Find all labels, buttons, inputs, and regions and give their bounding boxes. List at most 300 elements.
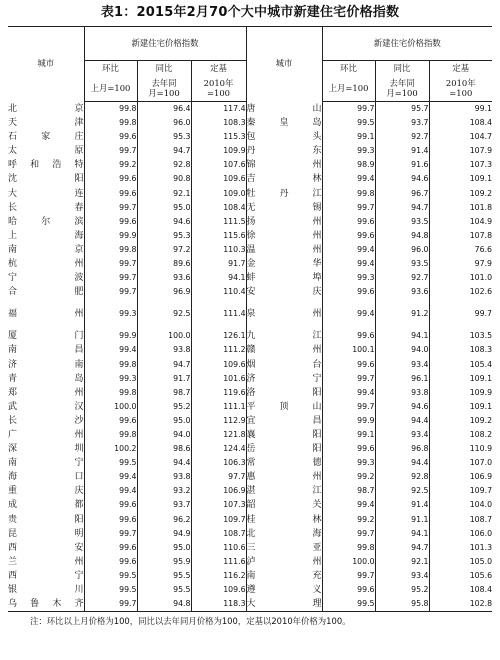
mom-right-cell: 98.9 xyxy=(322,158,375,172)
base-left-cell: 108.4 xyxy=(191,201,246,215)
table-row xyxy=(8,201,492,215)
mom-header-left: 环比 xyxy=(84,61,137,78)
table-row xyxy=(8,400,492,414)
city-left-cell: 海口 xyxy=(8,472,84,483)
table-row xyxy=(8,271,492,285)
city-left-cell: 重庆 xyxy=(8,486,84,497)
yoy-left-cell: 93.6 xyxy=(137,271,191,285)
yoy-right-cell: 94.8 xyxy=(375,229,429,243)
mom-left-cell: 99.6 xyxy=(84,187,137,201)
base-left-cell: 119.6 xyxy=(191,386,246,400)
base-left-cell: 109.9 xyxy=(191,144,246,158)
yoy-right-cell: 94.6 xyxy=(375,400,429,414)
mom-left-cell: 99.9 xyxy=(84,329,137,343)
city-left-cell: 成都 xyxy=(8,500,84,511)
yoy-left-cell: 92.8 xyxy=(137,158,191,172)
mom-right-cell: 100.0 xyxy=(322,555,375,569)
base-right-cell: 109.2 xyxy=(429,414,492,428)
yoy-right-cell: 91.6 xyxy=(375,158,429,172)
city-right-cell: 遵义 xyxy=(246,583,322,597)
city-left-cell: 西宁 xyxy=(8,570,84,581)
base-left-cell: 111.6 xyxy=(191,555,246,569)
base-left-cell: 110.3 xyxy=(191,243,246,257)
yoy-right-cell: 94.4 xyxy=(375,456,429,470)
base-left-cell: 116.2 xyxy=(191,569,246,583)
table-row xyxy=(8,569,492,583)
mom-left-cell: 99.8 xyxy=(84,243,137,257)
mom-left-cell: 99.6 xyxy=(84,555,137,569)
yoy-right-cell: 95.2 xyxy=(375,583,429,597)
yoy-left-cell: 90.8 xyxy=(137,172,191,186)
base-right-cell: 76.6 xyxy=(429,243,492,257)
mom-right-cell: 99.7 xyxy=(322,527,375,541)
mom-left-cell: 99.7 xyxy=(84,144,137,158)
base-left-cell: 107.3 xyxy=(191,498,246,512)
yoy-header-right: 同比 xyxy=(375,61,429,78)
base-right-cell: 109.1 xyxy=(429,172,492,186)
city-right-cell: 蚌埠 xyxy=(246,271,322,285)
yoy-left-cell: 100.0 xyxy=(137,329,191,343)
base-right-cell: 108.4 xyxy=(429,583,492,597)
mom-left-cell: 99.8 xyxy=(84,358,137,372)
yoy-right-cell: 96.1 xyxy=(375,372,429,386)
base-right-cell: 101.8 xyxy=(429,201,492,215)
base-subheader-left: 2010年 =100 xyxy=(191,77,246,102)
table-row xyxy=(8,144,492,158)
mom-right-cell: 99.2 xyxy=(322,470,375,484)
city-left-cell: 厦门 xyxy=(8,331,84,342)
base-header-left: 定基 xyxy=(191,61,246,78)
table-row xyxy=(8,541,492,555)
table-row xyxy=(8,428,492,442)
mom-right-cell: 100.1 xyxy=(322,343,375,357)
city-left-cell: 杭州 xyxy=(8,259,84,270)
yoy-header-left: 同比 xyxy=(137,61,191,78)
base-subheader-right: 2010年 =100 xyxy=(429,77,492,102)
base-right-cell: 104.9 xyxy=(429,215,492,229)
mom-right-cell: 99.1 xyxy=(322,428,375,442)
yoy-left-cell: 94.9 xyxy=(137,527,191,541)
base-right-cell: 109.7 xyxy=(429,484,492,498)
table-row xyxy=(8,158,492,172)
yoy-left-cell: 94.7 xyxy=(137,358,191,372)
base-right-cell: 99.1 xyxy=(429,102,492,117)
yoy-right-cell: 91.1 xyxy=(375,513,429,527)
mom-right-cell: 99.4 xyxy=(322,299,375,329)
table-row xyxy=(8,130,492,144)
yoy-left-cell: 93.8 xyxy=(137,343,191,357)
mom-right-cell: 99.6 xyxy=(322,358,375,372)
base-right-cell: 109.2 xyxy=(429,187,492,201)
yoy-left-cell: 95.9 xyxy=(137,555,191,569)
base-right-cell: 107.3 xyxy=(429,158,492,172)
mom-right-cell: 99.4 xyxy=(322,243,375,257)
base-right-cell: 105.0 xyxy=(429,555,492,569)
yoy-right-cell: 93.5 xyxy=(375,257,429,271)
yoy-right-cell: 92.7 xyxy=(375,271,429,285)
mom-right-cell: 99.6 xyxy=(322,329,375,343)
yoy-right-cell: 96.8 xyxy=(375,442,429,456)
yoy-right-cell: 94.6 xyxy=(375,172,429,186)
mom-left-cell: 99.3 xyxy=(84,299,137,329)
mom-right-cell: 99.6 xyxy=(322,215,375,229)
city-right-cell: 平顶山 xyxy=(246,400,322,414)
mom-left-cell: 99.4 xyxy=(84,470,137,484)
yoy-left-cell: 93.8 xyxy=(137,470,191,484)
base-right-cell: 105.6 xyxy=(429,569,492,583)
table-row xyxy=(8,555,492,569)
city-right-cell: 秦皇岛 xyxy=(246,116,322,130)
city-right-cell: 吉林 xyxy=(246,172,322,186)
yoy-right-cell: 94.0 xyxy=(375,343,429,357)
base-left-cell: 97.7 xyxy=(191,470,246,484)
yoy-left-cell: 96.0 xyxy=(137,116,191,130)
base-left-cell: 108.3 xyxy=(191,116,246,130)
table-row xyxy=(8,257,492,271)
city-right-cell: 宜昌 xyxy=(246,414,322,428)
base-right-cell: 108.3 xyxy=(429,343,492,357)
mom-left-cell: 99.4 xyxy=(84,343,137,357)
table-row xyxy=(8,329,492,343)
city-right-cell: 常德 xyxy=(246,456,322,470)
yoy-left-cell: 93.7 xyxy=(137,498,191,512)
table-row xyxy=(8,358,492,372)
mom-right-cell: 99.4 xyxy=(322,257,375,271)
city-right-cell: 大理 xyxy=(246,597,322,612)
mom-right-cell: 99.4 xyxy=(322,386,375,400)
city-right-cell: 赣州 xyxy=(246,343,322,357)
yoy-right-cell: 94.7 xyxy=(375,541,429,555)
mom-right-cell: 99.6 xyxy=(322,583,375,597)
table-title: 表1：2015年2月70个大中城市新建住宅价格指数 xyxy=(100,5,400,20)
city-right-cell: 包头 xyxy=(246,130,322,144)
base-left-cell: 109.6 xyxy=(191,358,246,372)
city-left-cell: 武汉 xyxy=(8,401,84,412)
mom-right-cell: 99.7 xyxy=(322,102,375,117)
yoy-right-cell: 93.5 xyxy=(375,215,429,229)
base-right-cell: 108.7 xyxy=(429,513,492,527)
mom-right-cell: 99.5 xyxy=(322,116,375,130)
yoy-subheader-left: 去年同 月=100 xyxy=(137,77,191,102)
mom-left-cell: 99.6 xyxy=(84,215,137,229)
base-right-cell: 101.3 xyxy=(429,541,492,555)
mom-left-cell: 99.2 xyxy=(84,158,137,172)
yoy-right-cell: 94.4 xyxy=(375,414,429,428)
base-left-cell: 126.1 xyxy=(191,329,246,343)
yoy-left-cell: 95.3 xyxy=(137,130,191,144)
city-left-cell: 大连 xyxy=(8,188,84,199)
yoy-right-cell: 94.1 xyxy=(375,527,429,541)
city-right-cell: 济宁 xyxy=(246,372,322,386)
mom-right-cell: 99.3 xyxy=(322,271,375,285)
base-right-cell: 106.9 xyxy=(429,470,492,484)
base-left-cell: 94.1 xyxy=(191,271,246,285)
base-left-cell: 117.4 xyxy=(191,102,246,117)
table-row xyxy=(8,229,492,243)
table-row xyxy=(8,343,492,357)
city-right-cell: 扬州 xyxy=(246,215,322,229)
yoy-right-cell: 95.7 xyxy=(375,102,429,117)
city-right-cell: 湛江 xyxy=(246,484,322,498)
table-row xyxy=(8,498,492,512)
base-left-cell: 111.1 xyxy=(191,400,246,414)
base-left-cell: 118.3 xyxy=(191,597,246,612)
yoy-left-cell: 97.2 xyxy=(137,243,191,257)
mom-left-cell: 99.7 xyxy=(84,285,137,299)
base-right-cell: 102.6 xyxy=(429,285,492,299)
city-right-cell: 桂林 xyxy=(246,513,322,527)
table-row xyxy=(8,597,492,612)
base-header-right: 定基 xyxy=(429,61,492,78)
city-left-cell: 上海 xyxy=(8,230,84,241)
city-right-cell: 安庆 xyxy=(246,285,322,299)
mom-left-cell: 99.5 xyxy=(84,569,137,583)
city-left-cell: 贵阳 xyxy=(8,514,84,525)
yoy-right-cell: 92.7 xyxy=(375,130,429,144)
yoy-right-cell: 96.7 xyxy=(375,187,429,201)
city-left-cell: 深圳 xyxy=(8,444,84,455)
base-right-cell: 105.4 xyxy=(429,358,492,372)
city-right-cell: 锦州 xyxy=(246,158,322,172)
base-left-cell: 109.6 xyxy=(191,583,246,597)
city-left-cell: 长春 xyxy=(8,202,84,213)
mom-left-cell: 99.6 xyxy=(84,541,137,555)
mom-left-cell: 99.6 xyxy=(84,130,137,144)
city-right-cell: 丹东 xyxy=(246,144,322,158)
base-right-cell: 109.1 xyxy=(429,400,492,414)
city-left-cell: 呼和浩特 xyxy=(8,160,84,171)
base-left-cell: 115.6 xyxy=(191,229,246,243)
yoy-right-cell: 94.1 xyxy=(375,329,429,343)
base-right-cell: 107.8 xyxy=(429,229,492,243)
table-row xyxy=(8,386,492,400)
yoy-right-cell: 92.5 xyxy=(375,484,429,498)
city-left-cell: 兰州 xyxy=(8,556,84,567)
city-left-cell: 广州 xyxy=(8,429,84,440)
base-left-cell: 107.6 xyxy=(191,158,246,172)
city-left-cell: 沈阳 xyxy=(8,174,84,185)
base-right-cell: 103.5 xyxy=(429,329,492,343)
yoy-left-cell: 94.7 xyxy=(137,144,191,158)
table-row xyxy=(8,187,492,201)
table-row xyxy=(8,583,492,597)
yoy-left-cell: 95.0 xyxy=(137,201,191,215)
city-right-cell: 泸州 xyxy=(246,555,322,569)
base-right-cell: 108.2 xyxy=(429,428,492,442)
mom-right-cell: 99.3 xyxy=(322,456,375,470)
table-body xyxy=(8,102,492,612)
base-right-cell: 109.9 xyxy=(429,386,492,400)
base-left-cell: 91.7 xyxy=(191,257,246,271)
mom-right-cell: 99.4 xyxy=(322,498,375,512)
base-left-cell: 110.4 xyxy=(191,285,246,299)
yoy-subheader-right: 去年同 月=100 xyxy=(375,77,429,102)
table-row xyxy=(8,102,492,117)
base-right-cell: 102.8 xyxy=(429,597,492,612)
footnote: 注：环比以上月价格为100，同比以去年同月价格为100，定基以2010年价格为100。 xyxy=(30,616,351,627)
mom-left-cell: 99.3 xyxy=(84,372,137,386)
base-right-cell: 99.7 xyxy=(429,299,492,329)
base-left-cell: 108.7 xyxy=(191,527,246,541)
base-left-cell: 124.4 xyxy=(191,442,246,456)
yoy-left-cell: 93.2 xyxy=(137,484,191,498)
city-right-cell: 南充 xyxy=(246,569,322,583)
mom-left-cell: 99.6 xyxy=(84,498,137,512)
yoy-right-cell: 91.2 xyxy=(375,299,429,329)
mom-left-cell: 99.9 xyxy=(84,229,137,243)
base-right-cell: 101.0 xyxy=(429,271,492,285)
mom-left-cell: 99.7 xyxy=(84,257,137,271)
yoy-right-cell: 91.4 xyxy=(375,144,429,158)
base-right-cell: 109.1 xyxy=(429,372,492,386)
mom-right-cell: 98.7 xyxy=(322,484,375,498)
city-right-cell: 惠州 xyxy=(246,470,322,484)
city-right-cell: 襄阳 xyxy=(246,428,322,442)
city-left-cell: 南宁 xyxy=(8,458,84,469)
base-left-cell: 111.5 xyxy=(191,215,246,229)
city-left-cell: 南昌 xyxy=(8,345,84,356)
table-row xyxy=(8,116,492,130)
base-left-cell: 111.4 xyxy=(191,299,246,329)
yoy-left-cell: 95.0 xyxy=(137,541,191,555)
mom-right-cell: 99.4 xyxy=(322,172,375,186)
city-header-right: 城市 xyxy=(246,27,322,102)
mom-left-cell: 99.7 xyxy=(84,201,137,215)
mom-left-cell: 99.7 xyxy=(84,597,137,612)
table-row xyxy=(8,285,492,299)
mom-subheader-right: 上月=100 xyxy=(322,77,375,102)
mom-right-cell: 99.6 xyxy=(322,285,375,299)
index-group-header-left: 新建住宅价格指数 xyxy=(84,27,246,61)
city-left-cell: 福州 xyxy=(8,309,84,320)
mom-left-cell: 99.8 xyxy=(84,428,137,442)
mom-right-cell: 99.8 xyxy=(322,187,375,201)
table-row xyxy=(8,470,492,484)
yoy-left-cell: 95.2 xyxy=(137,400,191,414)
mom-right-cell: 99.7 xyxy=(322,400,375,414)
city-left-cell: 北京 xyxy=(8,103,84,114)
yoy-left-cell: 95.5 xyxy=(137,569,191,583)
table-row xyxy=(8,484,492,498)
yoy-right-cell: 94.7 xyxy=(375,201,429,215)
table-row xyxy=(8,456,492,470)
table-row xyxy=(8,442,492,456)
yoy-right-cell: 93.8 xyxy=(375,386,429,400)
base-left-cell: 106.9 xyxy=(191,484,246,498)
base-left-cell: 109.0 xyxy=(191,187,246,201)
base-right-cell: 110.9 xyxy=(429,442,492,456)
city-right-cell: 洛阳 xyxy=(246,386,322,400)
yoy-left-cell: 95.3 xyxy=(137,229,191,243)
city-right-cell: 温州 xyxy=(246,243,322,257)
city-left-cell: 青岛 xyxy=(8,373,84,384)
mom-right-cell: 99.7 xyxy=(322,201,375,215)
yoy-left-cell: 96.2 xyxy=(137,513,191,527)
city-header-left: 城市 xyxy=(37,58,55,69)
yoy-right-cell: 92.8 xyxy=(375,470,429,484)
base-left-cell: 109.6 xyxy=(191,172,246,186)
mom-left-cell: 99.7 xyxy=(84,271,137,285)
base-right-cell: 104.0 xyxy=(429,498,492,512)
mom-right-cell: 99.1 xyxy=(322,130,375,144)
base-left-cell: 111.2 xyxy=(191,343,246,357)
base-right-cell: 97.9 xyxy=(429,257,492,271)
price-index-table xyxy=(8,26,492,612)
city-right-cell: 烟台 xyxy=(246,358,322,372)
mom-left-cell: 99.6 xyxy=(84,513,137,527)
city-left-cell: 昆明 xyxy=(8,528,84,539)
city-right-cell: 九江 xyxy=(246,329,322,343)
mom-right-cell: 99.5 xyxy=(322,597,375,612)
mom-right-cell: 99.2 xyxy=(322,513,375,527)
yoy-left-cell: 94.4 xyxy=(137,456,191,470)
mom-left-cell: 100.2 xyxy=(84,442,137,456)
yoy-left-cell: 96.4 xyxy=(137,102,191,117)
mom-left-cell: 99.7 xyxy=(84,527,137,541)
mom-right-cell: 99.6 xyxy=(322,442,375,456)
mom-header-right: 环比 xyxy=(322,61,375,78)
city-right-cell: 金华 xyxy=(246,257,322,271)
base-left-cell: 106.3 xyxy=(191,456,246,470)
mom-right-cell: 99.7 xyxy=(322,372,375,386)
mom-left-cell: 99.8 xyxy=(84,102,137,117)
base-right-cell: 107.0 xyxy=(429,456,492,470)
base-right-cell: 108.4 xyxy=(429,116,492,130)
table-row xyxy=(8,299,492,329)
mom-left-cell: 99.6 xyxy=(84,414,137,428)
yoy-right-cell: 96.0 xyxy=(375,243,429,257)
city-left-cell: 太原 xyxy=(8,146,84,157)
table-row xyxy=(8,243,492,257)
table-row xyxy=(8,513,492,527)
base-left-cell: 109.7 xyxy=(191,513,246,527)
base-left-cell: 112.9 xyxy=(191,414,246,428)
base-left-cell: 121.8 xyxy=(191,428,246,442)
city-left-cell: 银川 xyxy=(8,585,84,595)
city-left-cell: 南京 xyxy=(8,244,84,255)
city-right-cell: 牡丹江 xyxy=(246,187,322,201)
index-group-header-right: 新建住宅价格指数 xyxy=(322,27,492,61)
mom-left-cell: 99.5 xyxy=(84,456,137,470)
city-right-cell: 唐山 xyxy=(246,102,322,117)
yoy-right-cell: 91.4 xyxy=(375,498,429,512)
table-row xyxy=(8,172,492,186)
yoy-right-cell: 92.1 xyxy=(375,555,429,569)
city-right-cell: 三亚 xyxy=(246,541,322,555)
base-left-cell: 110.6 xyxy=(191,541,246,555)
city-right-cell: 岳阳 xyxy=(246,442,322,456)
mom-left-cell: 100.0 xyxy=(84,400,137,414)
yoy-left-cell: 98.6 xyxy=(137,442,191,456)
table-row xyxy=(8,414,492,428)
yoy-right-cell: 93.6 xyxy=(375,285,429,299)
base-right-cell: 106.0 xyxy=(429,527,492,541)
city-left-cell: 乌鲁木齐 xyxy=(8,599,84,610)
mom-left-cell: 99.4 xyxy=(84,484,137,498)
city-right-cell: 韶关 xyxy=(246,498,322,512)
yoy-left-cell: 91.7 xyxy=(137,372,191,386)
table-row xyxy=(8,372,492,386)
city-right-cell: 无锡 xyxy=(246,201,322,215)
mom-left-cell: 99.6 xyxy=(84,172,137,186)
yoy-right-cell: 93.4 xyxy=(375,358,429,372)
yoy-left-cell: 94.6 xyxy=(137,215,191,229)
base-right-cell: 104.7 xyxy=(429,130,492,144)
mom-left-cell: 99.8 xyxy=(84,116,137,130)
yoy-right-cell: 93.7 xyxy=(375,116,429,130)
yoy-left-cell: 89.6 xyxy=(137,257,191,271)
base-left-cell: 115.3 xyxy=(191,130,246,144)
